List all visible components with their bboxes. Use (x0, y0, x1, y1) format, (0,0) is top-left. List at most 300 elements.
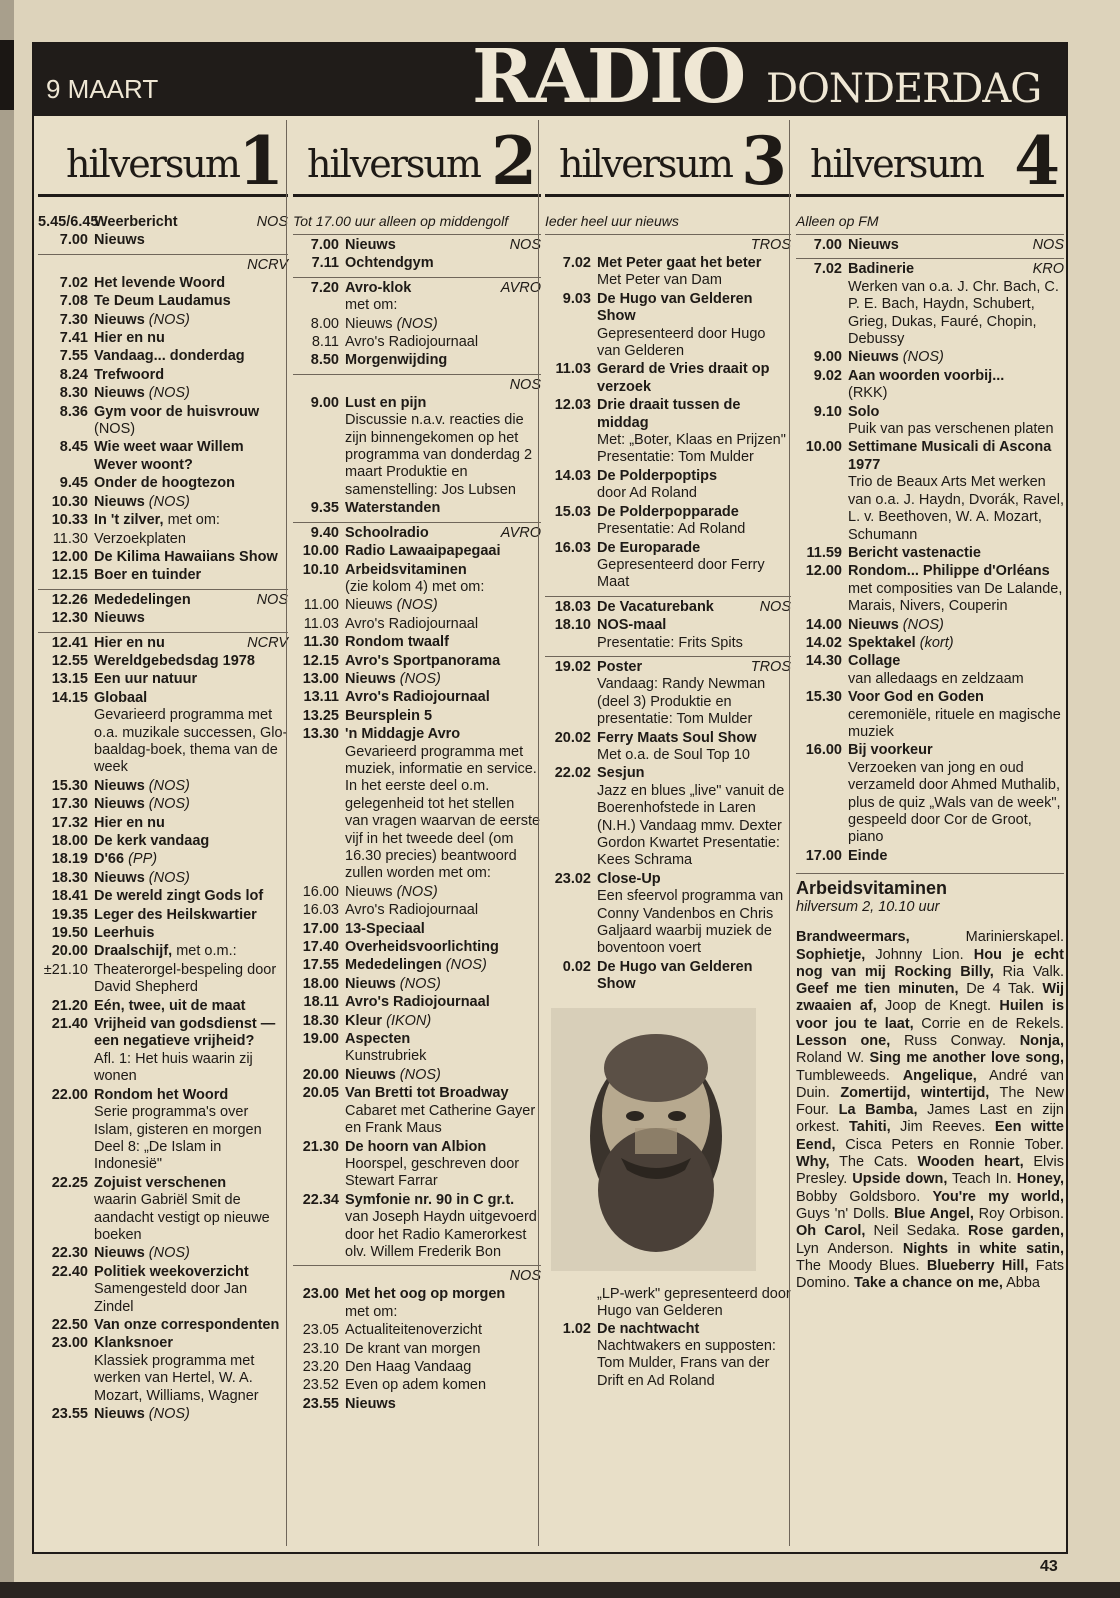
program-row (293, 707, 541, 725)
program-description: Presentatie: Frits Spits (597, 634, 743, 651)
program-row (293, 561, 541, 597)
program-time: 1.02 (562, 1320, 591, 1337)
program-row (293, 938, 541, 956)
program-time: 10.00 (302, 543, 339, 560)
program-title: Wereldgebedsdag 1978 (94, 652, 255, 669)
program-title: Rondom... Philippe d'Orléans (848, 563, 1050, 580)
program-title: Nieuws (94, 493, 145, 510)
song-title: Blue Angel, (893, 1205, 974, 1222)
program-title: Avro-klok (345, 279, 412, 296)
program-body (848, 545, 1064, 562)
program-body (345, 280, 541, 315)
program-time: 13.11 (303, 689, 339, 706)
program-row (545, 764, 791, 869)
song-artist: Elvis Presley. (796, 1154, 1064, 1188)
song-artist: Russ Conway. (890, 1033, 1020, 1049)
program-time: 8.36 (59, 403, 88, 420)
program-row (796, 234, 1064, 254)
program-description: Presentatie: Ad Roland (597, 521, 746, 538)
program-row (38, 1086, 288, 1174)
program-body (345, 1322, 541, 1339)
program-body (94, 1406, 288, 1423)
program-body (345, 1341, 541, 1358)
program-time: 23.55 (302, 1395, 339, 1412)
program-title: Nieuws (345, 670, 396, 687)
program-note: (kort) (919, 634, 954, 651)
banner-date: 9 MAART (46, 74, 159, 104)
program-title: Onder de hoogtezon (94, 475, 235, 492)
program-row (293, 1012, 541, 1030)
banner-day: DONDERDAG (766, 66, 1042, 112)
program-time: 20.02 (554, 729, 591, 746)
program-time: 9.02 (813, 367, 842, 384)
program-title: Verzoekplaten (94, 530, 186, 547)
program-row (545, 290, 791, 361)
program-note: (NOS) (148, 385, 190, 402)
station-number: 4 (1014, 122, 1060, 200)
program-body (345, 395, 541, 499)
program-time: 8.00 (310, 315, 339, 332)
program-body (94, 998, 288, 1015)
program-title: Wie weet waar Willem Wever woont? (94, 439, 244, 473)
program-time: 12.30 (51, 610, 88, 627)
program-row (38, 347, 288, 365)
program-time: 9.45 (59, 475, 88, 492)
page-banner (34, 34, 1066, 120)
program-title: Nieuws (94, 610, 145, 627)
program-title: Boer en tuinder (94, 567, 202, 584)
program-time: 7.00 (813, 237, 842, 253)
program-body (345, 1067, 541, 1084)
program-time: 11.30 (303, 634, 339, 651)
program-body (597, 468, 791, 503)
program-title: Nieuws (94, 311, 145, 328)
program-time: 23.55 (51, 1406, 88, 1422)
program-title: Poster (597, 658, 643, 675)
program-time: 23.20 (302, 1358, 339, 1375)
program-title: Beursplein 5 (345, 707, 433, 724)
program-body (848, 368, 1064, 403)
program-row (38, 924, 288, 942)
program-time: 19.00 (302, 1031, 339, 1048)
program-broadcaster: NOS (256, 214, 288, 230)
program-title: De Vacaturebank (597, 598, 714, 615)
program-body (94, 610, 288, 627)
program-row (293, 277, 541, 315)
song-artist: Joop de Knegt. (876, 998, 1000, 1015)
program-body (345, 708, 541, 725)
program-time: 18.03 (554, 598, 591, 615)
program-row (293, 1191, 541, 1262)
program-row (38, 329, 288, 347)
program-title: Symfonie nr. 90 in C gr.t. (345, 1191, 515, 1208)
program-time: 17.00 (805, 847, 842, 864)
song-artist: Guys 'n' Dolls. (796, 1205, 894, 1222)
program-time: 8.11 (311, 334, 339, 351)
program-row (38, 403, 288, 439)
program-body (94, 1175, 288, 1245)
program-title: Gym voor de huisvrouw (94, 403, 260, 420)
program-row (38, 1263, 288, 1316)
program-time: 9.00 (310, 394, 339, 411)
program-row (293, 333, 541, 351)
bottom-edge (0, 1582, 1120, 1598)
column-hilversum-2 (286, 120, 545, 1546)
program-body (597, 599, 791, 616)
program-row (796, 616, 1064, 634)
broadcaster-label: NCRV (38, 254, 288, 274)
program-row (38, 231, 288, 249)
program-time: 11.30 (52, 530, 88, 547)
program-note: (NOS) (396, 315, 438, 332)
program-row (38, 213, 288, 231)
program-title: Vandaag... donderdag (94, 348, 245, 365)
program-row (293, 1340, 541, 1358)
program-body (94, 1317, 288, 1334)
song-title: Huilen is voor jou te laat, (796, 998, 1065, 1032)
station-header (293, 120, 541, 200)
program-time: 14.02 (805, 634, 842, 651)
song-title: Lesson one, (796, 1033, 891, 1049)
program-title: Van onze correspondenten (94, 1316, 280, 1333)
program-row (293, 254, 541, 272)
program-title: Avro's Radiojournaal (345, 902, 479, 919)
program-title: Te Deum Laudamus (94, 293, 231, 310)
program-title: Nieuws (94, 1406, 145, 1422)
program-row (38, 906, 288, 924)
program-time: 22.25 (51, 1174, 88, 1191)
program-list (796, 234, 1064, 865)
song-artist: Abba (1002, 1275, 1040, 1292)
song-title: Geef me tien minuten, (796, 981, 959, 998)
program-title: Bij voorkeur (848, 742, 933, 759)
program-body (597, 397, 791, 467)
program-row (38, 814, 288, 832)
program-row (293, 975, 541, 993)
song-artist: André van Duin. (796, 1067, 1064, 1101)
song-artist: Neil Sedaka. (865, 1223, 969, 1240)
program-body (94, 494, 288, 511)
program-time: 18.00 (302, 975, 339, 992)
program-time: 9.40 (310, 524, 339, 541)
program-time: 17.32 (51, 814, 88, 831)
program-row (293, 920, 541, 938)
program-body (94, 796, 288, 813)
program-time: 11.59 (806, 544, 842, 561)
program-row (545, 254, 791, 290)
program-body (94, 214, 288, 231)
song-title: Een witte Eend, (796, 1119, 1064, 1153)
program-description: Verzoeken van jong en oud verzameld door Ahmed Muthalib, plus de quiz „Wals van de week", gespeeld door Cor de Groot, piano (848, 759, 1061, 846)
program-description: waarin Gabriël Smit de aandacht vestigt op nieuwe boeken (94, 1192, 270, 1243)
station-word: hilversum (66, 142, 239, 186)
program-title: Actualiteitenoverzicht (345, 1322, 483, 1339)
program-time: 23.10 (302, 1340, 339, 1357)
program-title: De Polderpopparade (597, 503, 739, 520)
song-artist: Roy Orbison. (973, 1205, 1064, 1222)
program-list (293, 234, 541, 1413)
program-title: Gerard de Vries draait op verzoek (597, 361, 770, 395)
program-time: 8.45 (59, 439, 88, 456)
program-body (597, 959, 791, 994)
program-time: 20.00 (302, 1066, 339, 1083)
program-title: De Europarade (597, 539, 701, 556)
program-description: Met o.a. de Soul Top 10 (597, 746, 750, 763)
program-description: Klassiek programma met werken van Hertel, W. A. Mozart, Williams, Wagner (94, 1352, 259, 1404)
program-row (38, 530, 288, 548)
photo-caption: „LP-werk" gepresenteerd door Hugo van Gelderen (597, 1285, 791, 1319)
program-title: Weerbericht (94, 214, 178, 230)
program-row (796, 688, 1064, 741)
program-row (796, 544, 1064, 562)
program-description: Gepresenteerd door Hugo van Gelderen (597, 325, 766, 360)
program-title: Mededelingen (94, 591, 191, 608)
program-row (293, 351, 541, 369)
program-title: Draalschijf, (94, 943, 173, 960)
program-time: 19.02 (554, 658, 591, 675)
program-body (848, 563, 1064, 615)
program-title: Hier en nu (94, 634, 165, 651)
program-title: Avro's Radiojournaal (345, 994, 490, 1011)
program-row (293, 315, 541, 333)
program-row (293, 1358, 541, 1376)
program-row (38, 438, 288, 474)
program-note: (NOS) (148, 777, 190, 794)
program-note: (NOS) (148, 1245, 190, 1262)
program-description: van alledaags en zeldzaam (848, 670, 1024, 687)
program-body (94, 475, 288, 492)
program-description: Hoorspel, geschreven door Stewart Farrar (345, 1155, 520, 1190)
program-time: 18.00 (51, 833, 88, 849)
song-title: Sophietje, (796, 946, 866, 963)
program-title: Met het oog op morgen (345, 1286, 506, 1303)
program-body (848, 404, 1064, 439)
program-title: Theaterorgel-bespeling door David Shepherd (94, 961, 277, 996)
program-title: Settimane Musicali di Ascona 1977 (848, 439, 1052, 473)
program-time: 7.02 (59, 274, 88, 291)
program-title: Nieuws (345, 597, 393, 614)
song-title: Upside down, (852, 1171, 948, 1188)
program-title: Badinerie (848, 261, 915, 278)
program-row (545, 539, 791, 592)
program-description: Samengesteld door Jan Zindel (94, 1281, 248, 1315)
program-time: 15.03 (554, 503, 591, 520)
adjacent-page-edge (0, 0, 14, 1598)
program-time: 12.41 (51, 634, 88, 651)
program-row (293, 1321, 541, 1339)
song-artist: The Moody Blues. (796, 1257, 927, 1274)
program-row (293, 652, 541, 670)
program-title: Hier en nu (94, 330, 165, 347)
program-title: Radio Lawaaipapegaai (345, 543, 501, 560)
program-description: met composities van De Lalande, Marais, Nivers, Couperin (848, 580, 1063, 615)
program-body (94, 549, 288, 566)
program-row (293, 394, 541, 499)
program-time: 18.30 (302, 1012, 339, 1029)
program-body (94, 512, 288, 529)
program-time: 16.03 (554, 539, 591, 556)
program-title: Een uur natuur (94, 671, 198, 688)
program-body (94, 275, 288, 292)
program-title: Arbeidsvitaminen (345, 561, 467, 578)
program-row (38, 366, 288, 384)
song-title: Why, (796, 1154, 830, 1171)
program-title: Nieuws (345, 1395, 396, 1412)
program-row (38, 292, 288, 310)
page-number: 43 (1040, 1558, 1058, 1575)
program-body (94, 1245, 288, 1262)
song-artist: Fats Domino. (796, 1257, 1064, 1292)
program-title: De Hugo van Gelderen Show (597, 290, 753, 325)
program-title: In 't zilver, (94, 512, 164, 529)
broadcaster-label: TROS (545, 234, 791, 254)
program-row (293, 883, 541, 901)
program-time: 7.41 (59, 330, 88, 347)
program-body (597, 540, 791, 592)
program-row (293, 633, 541, 651)
program-body (848, 689, 1064, 741)
program-description: Werken van o.a. J. Chr. Bach, C. P. E. Bach, Haydn, Schubert, Grieg, Dukas, Fauré, Chopin, Debussy (848, 278, 1059, 348)
program-description: Gevarieerd programma met muziek, informatie en service. In het eerste deel o.m. gelegenheid tot het stellen van vragen waarvan de eerste vijf in het tweede deel (om 16.30 precies) beantwoord zullen worden met om: (345, 743, 541, 882)
program-body (94, 1016, 288, 1086)
program-title: NOS-maal (597, 617, 667, 634)
program-row (293, 901, 541, 919)
program-title: Ochtendgym (345, 255, 434, 272)
program-time: 10.00 (805, 439, 842, 456)
song-artist: Ria Valk. (993, 963, 1064, 980)
program-body (345, 562, 541, 597)
program-title: Avro's Radiojournaal (345, 334, 479, 351)
song-title: Wij zwaaien af, (796, 981, 1065, 1015)
program-body (345, 500, 541, 517)
program-time: 20.05 (302, 1085, 339, 1102)
program-time: 14.00 (805, 616, 842, 633)
program-broadcaster: NCRV (247, 634, 288, 651)
program-title: Avro's Radiojournaal (345, 615, 479, 632)
program-body (345, 1286, 541, 1321)
program-row (545, 616, 791, 652)
song-title: Nonja, (1019, 1033, 1064, 1049)
program-time: 5.45/6.45 (38, 214, 99, 230)
program-row (38, 942, 288, 960)
program-title: Trefwoord (94, 366, 165, 383)
program-title: Avro's Sportpanorama (345, 652, 501, 669)
program-body (345, 543, 541, 560)
program-time: 16.00 (302, 883, 339, 900)
program-row (796, 741, 1064, 846)
program-body (345, 939, 541, 956)
program-title: Den Haag Vandaag (345, 1358, 472, 1375)
station-header (545, 120, 791, 200)
program-row (293, 956, 541, 974)
program-body (597, 871, 791, 958)
program-title: Close-Up (597, 870, 661, 887)
program-row (545, 729, 791, 765)
program-time: 13.15 (51, 671, 88, 688)
program-title: Aan woorden voorbij... (848, 367, 1005, 384)
program-row (38, 511, 288, 529)
program-body (94, 330, 288, 347)
program-body (94, 943, 288, 960)
program-body (345, 525, 541, 542)
program-title: Hier en nu (94, 814, 165, 831)
program-body (94, 232, 288, 249)
broadcaster-label: NOS (293, 1265, 541, 1285)
program-time: 22.30 (51, 1245, 88, 1262)
program-time: 11.03 (555, 361, 591, 378)
program-body (94, 567, 288, 584)
program-note: (NOS) (902, 349, 944, 366)
program-body (94, 385, 288, 402)
program-row (38, 548, 288, 566)
song-artist: The Cats. (829, 1154, 918, 1171)
program-time: 18.41 (51, 888, 88, 905)
program-row (38, 566, 288, 584)
program-list-late (545, 1320, 791, 1391)
program-description: (NOS) (94, 421, 136, 438)
program-row (293, 1084, 541, 1137)
program-time: 16.03 (302, 902, 339, 919)
program-body (848, 439, 1064, 543)
program-time: 23.02 (554, 870, 591, 887)
program-time: 7.30 (59, 311, 88, 328)
program-list (38, 213, 288, 1423)
song-title: Wooden heart, (917, 1154, 1024, 1171)
program-row (38, 384, 288, 402)
program-time: 19.50 (51, 925, 88, 942)
program-body (345, 902, 541, 919)
program-body (345, 1085, 541, 1137)
program-time: 9.35 (310, 500, 339, 517)
program-title: Spektakel (848, 634, 916, 651)
program-time: 7.55 (59, 348, 88, 365)
program-broadcaster: AVRO (500, 279, 541, 296)
program-time: 17.55 (302, 957, 339, 974)
program-title: Nieuws (848, 349, 899, 366)
program-title: Zojuist verschenen (94, 1174, 227, 1191)
program-title: Mededelingen (345, 957, 442, 974)
program-description: Puik van pas verschenen platen (848, 421, 1054, 438)
program-time: 18.10 (554, 617, 591, 634)
program-title: Nieuws (94, 869, 145, 886)
program-body (597, 659, 791, 729)
program-note: (NOS) (399, 975, 441, 992)
program-body (94, 367, 288, 384)
song-artist: Corrie en de Rekels. (913, 1015, 1064, 1032)
program-title: Voor God en Goden (848, 689, 984, 706)
program-description: (zie kolom 4) met om: (345, 578, 485, 595)
song-artist: Marinierskapel. (909, 929, 1064, 946)
program-title: De Hugo van Gelderen Show (597, 958, 753, 993)
program-time: 9.10 (813, 403, 842, 420)
program-body (94, 690, 288, 777)
presenter-photo (551, 1008, 756, 1271)
program-title: Schoolradio (345, 524, 429, 541)
program-title: Nieuws (94, 796, 145, 813)
program-time: 18.19 (51, 851, 88, 868)
program-row (38, 474, 288, 492)
program-body (597, 291, 791, 361)
song-artist: Lyn Anderson. (796, 1240, 903, 1257)
program-body (345, 653, 541, 670)
program-description: Gepresenteerd door Ferry Maat (597, 556, 765, 591)
program-title: De nachtwacht (597, 1320, 700, 1337)
program-note: (NOS) (399, 1066, 441, 1083)
program-time: 7.02 (562, 255, 591, 271)
program-broadcaster: NOS (509, 237, 541, 253)
program-body (345, 255, 541, 272)
program-note: (NOS) (148, 869, 190, 886)
